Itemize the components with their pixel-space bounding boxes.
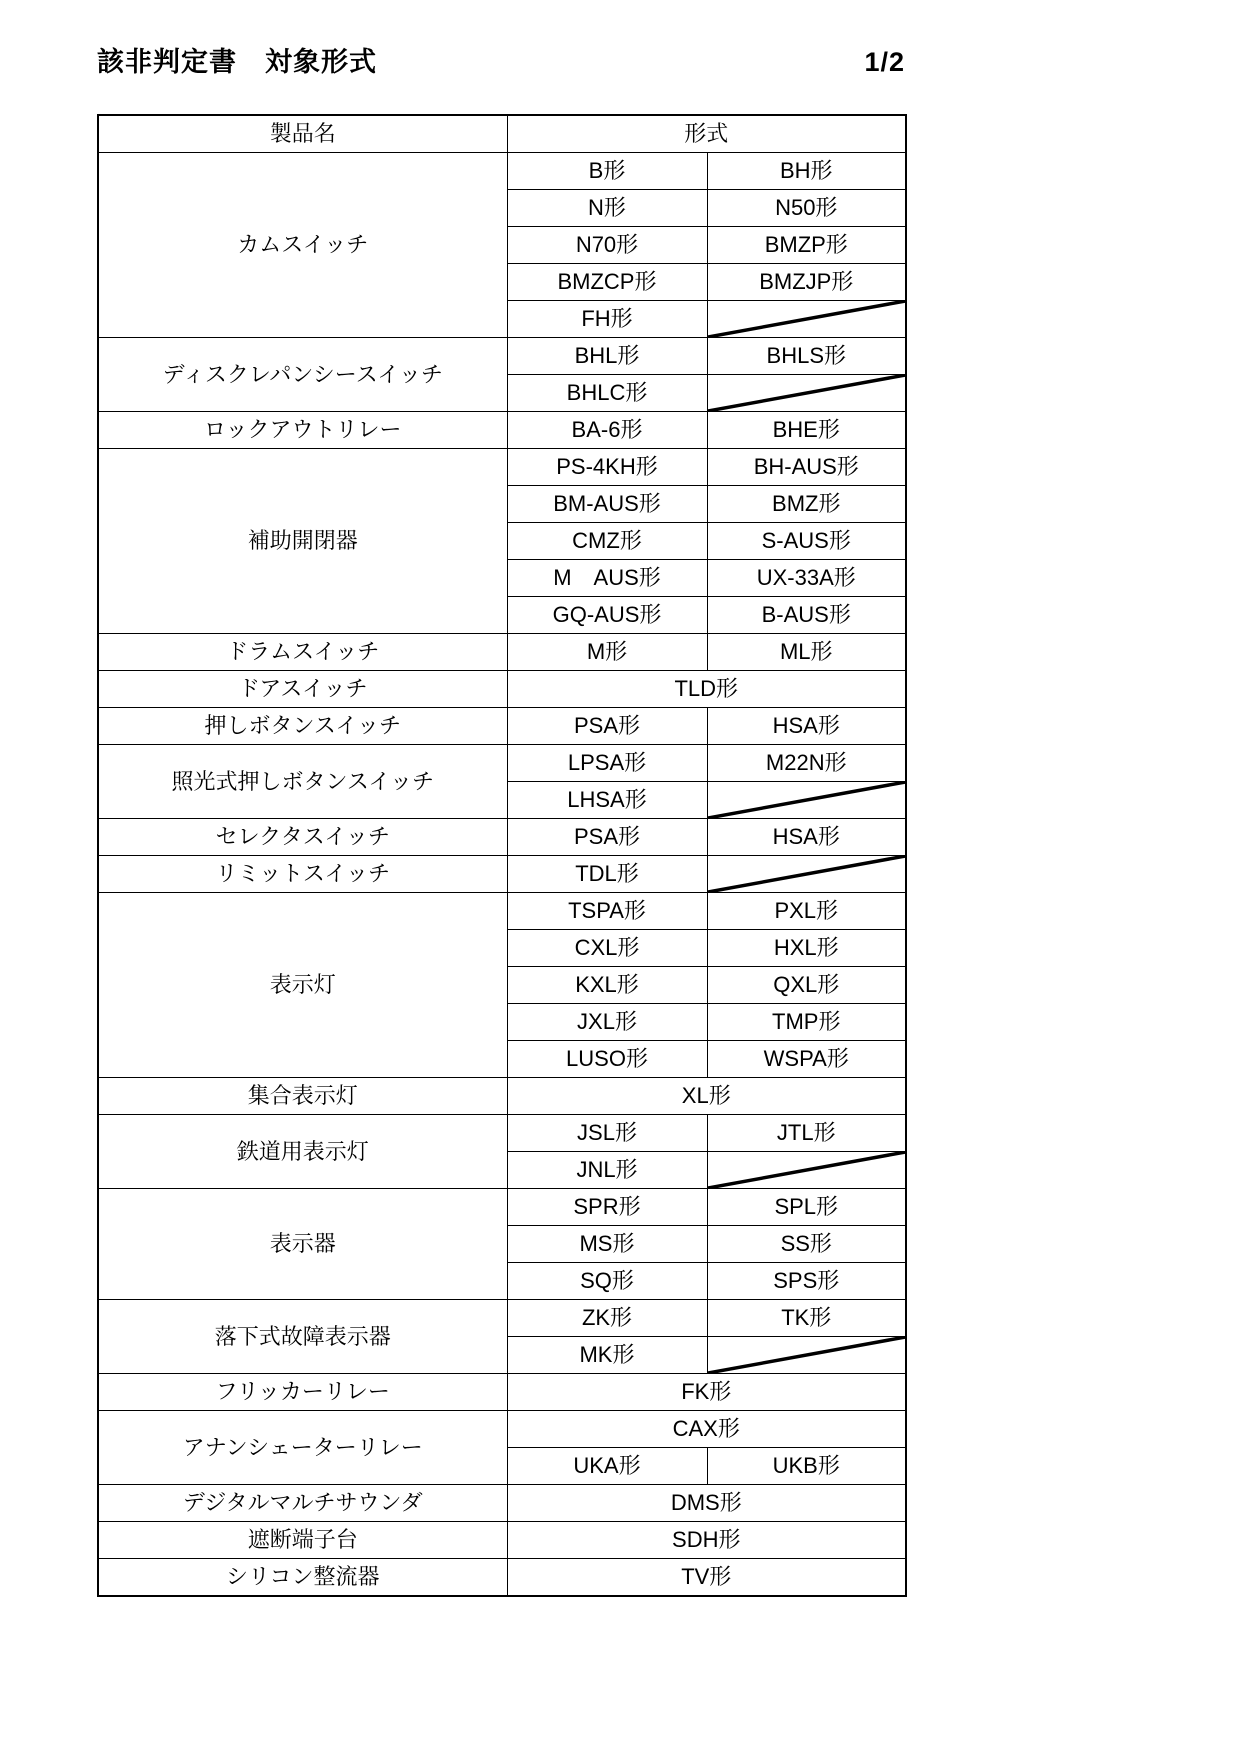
table-row — [98, 1374, 906, 1411]
model-cell-left: FH形 — [507, 301, 707, 338]
product-name-cell: リミットスイッチ — [98, 856, 507, 893]
model-cell-left: BM-AUS形 — [507, 486, 707, 523]
model-cell-left: N70形 — [507, 227, 707, 264]
table-row — [98, 1189, 906, 1226]
model-cell-left: LUSO形 — [507, 1041, 707, 1078]
spec-table-container — [97, 114, 905, 1597]
model-cell-left: B形 — [507, 153, 707, 190]
model-cell-left: M AUS形 — [507, 560, 707, 597]
model-cell-merged: SDH形 — [507, 1522, 906, 1559]
product-name-cell: ロックアウトリレー — [98, 412, 507, 449]
model-cell-left: LHSA形 — [507, 782, 707, 819]
product-name-cell: シリコン整流器 — [98, 1559, 507, 1597]
spec-table — [97, 114, 907, 1597]
model-cell-left: TSPA形 — [507, 893, 707, 930]
table-row — [98, 893, 906, 930]
model-cell-right: PXL形 — [707, 893, 906, 930]
table-row — [98, 708, 906, 745]
model-cell-right: HSA形 — [707, 708, 906, 745]
product-name-cell: 遮断端子台 — [98, 1522, 507, 1559]
table-row — [98, 745, 906, 782]
model-cell-merged: TV形 — [507, 1559, 906, 1597]
model-cell-merged: FK形 — [507, 1374, 906, 1411]
table-row — [98, 1078, 906, 1115]
diagonal-strike-icon — [708, 301, 906, 337]
product-name-cell: ドラムスイッチ — [98, 634, 507, 671]
model-cell-left: JSL形 — [507, 1115, 707, 1152]
model-cell-left: CXL形 — [507, 930, 707, 967]
model-cell-right: JTL形 — [707, 1115, 906, 1152]
model-cell-merged: TLD形 — [507, 671, 906, 708]
model-cell-right: UKB形 — [707, 1448, 906, 1485]
column-header-model: 形式 — [507, 115, 906, 153]
product-name-cell: カムスイッチ — [98, 153, 507, 338]
model-cell-right: SPL形 — [707, 1189, 906, 1226]
product-name-cell: アナンシェーターリレー — [98, 1411, 507, 1485]
model-cell-left: BMZCP形 — [507, 264, 707, 301]
table-row — [98, 1522, 906, 1559]
table-row — [98, 449, 906, 486]
model-cell-right: M22N形 — [707, 745, 906, 782]
model-cell-left: UKA形 — [507, 1448, 707, 1485]
product-name-cell: 押しボタンスイッチ — [98, 708, 507, 745]
model-cell-merged: XL形 — [507, 1078, 906, 1115]
model-cell-left: MS形 — [507, 1226, 707, 1263]
model-cell-left: JNL形 — [507, 1152, 707, 1189]
model-cell-left: PSA形 — [507, 819, 707, 856]
model-cell-right: B-AUS形 — [707, 597, 906, 634]
table-header — [98, 115, 906, 153]
table-row — [98, 634, 906, 671]
table-row — [98, 1559, 906, 1597]
model-cell-left: ZK形 — [507, 1300, 707, 1337]
model-cell-left: PSA形 — [507, 708, 707, 745]
model-cell-right: HXL形 — [707, 930, 906, 967]
model-cell-right: BMZP形 — [707, 227, 906, 264]
product-name-cell: セレクタスイッチ — [98, 819, 507, 856]
model-cell-left: MK形 — [507, 1337, 707, 1374]
table-row — [98, 1411, 906, 1448]
model-cell-left: N形 — [507, 190, 707, 227]
page-title: 該非判定書 対象形式 — [97, 47, 377, 77]
model-cell-right: BHLS形 — [707, 338, 906, 375]
model-cell-right: BH形 — [707, 153, 906, 190]
table-header-row — [98, 115, 906, 153]
table-row — [98, 338, 906, 375]
model-cell-right: SPS形 — [707, 1263, 906, 1300]
table-row — [98, 856, 906, 893]
model-cell-empty-diagonal — [707, 301, 906, 338]
model-cell-merged: CAX形 — [507, 1411, 906, 1448]
diagonal-strike-icon — [708, 1337, 906, 1373]
table-body — [98, 153, 906, 1597]
product-name-cell: ディスクレパンシースイッチ — [98, 338, 507, 412]
diagonal-strike-icon — [708, 375, 906, 411]
product-name-cell: 補助開閉器 — [98, 449, 507, 634]
model-cell-empty-diagonal — [707, 375, 906, 412]
model-cell-left: M形 — [507, 634, 707, 671]
diagonal-strike-icon — [708, 856, 906, 892]
product-name-cell: フリッカーリレー — [98, 1374, 507, 1411]
model-cell-left: BA-6形 — [507, 412, 707, 449]
product-name-cell: ドアスイッチ — [98, 671, 507, 708]
table-row — [98, 671, 906, 708]
model-cell-right: BMZJP形 — [707, 264, 906, 301]
model-cell-left: BHLC形 — [507, 375, 707, 412]
table-row — [98, 153, 906, 190]
product-name-cell: 表示灯 — [98, 893, 507, 1078]
model-cell-empty-diagonal — [707, 782, 906, 819]
model-cell-right: S-AUS形 — [707, 523, 906, 560]
model-cell-right: BMZ形 — [707, 486, 906, 523]
model-cell-right: TMP形 — [707, 1004, 906, 1041]
model-cell-right: UX-33A形 — [707, 560, 906, 597]
model-cell-right: N50形 — [707, 190, 906, 227]
model-cell-left: PS-4KH形 — [507, 449, 707, 486]
product-name-cell: 表示器 — [98, 1189, 507, 1300]
table-row — [98, 1485, 906, 1522]
model-cell-left: JXL形 — [507, 1004, 707, 1041]
table-row — [98, 412, 906, 449]
column-header-product: 製品名 — [98, 115, 507, 153]
model-cell-left: KXL形 — [507, 967, 707, 1004]
product-name-cell: 照光式押しボタンスイッチ — [98, 745, 507, 819]
page-number: 1/2 — [864, 47, 905, 77]
diagonal-strike-icon — [708, 782, 906, 818]
model-cell-right: WSPA形 — [707, 1041, 906, 1078]
model-cell-left: BHL形 — [507, 338, 707, 375]
model-cell-right: ML形 — [707, 634, 906, 671]
model-cell-right: BH-AUS形 — [707, 449, 906, 486]
page-header — [97, 40, 905, 79]
model-cell-left: LPSA形 — [507, 745, 707, 782]
model-cell-left: GQ-AUS形 — [507, 597, 707, 634]
model-cell-right: BHE形 — [707, 412, 906, 449]
model-cell-right: SS形 — [707, 1226, 906, 1263]
diagonal-strike-icon — [708, 1152, 906, 1188]
model-cell-right: QXL形 — [707, 967, 906, 1004]
model-cell-left: TDL形 — [507, 856, 707, 893]
table-row — [98, 1300, 906, 1337]
product-name-cell: 落下式故障表示器 — [98, 1300, 507, 1374]
model-cell-left: SPR形 — [507, 1189, 707, 1226]
model-cell-empty-diagonal — [707, 856, 906, 893]
product-name-cell: 集合表示灯 — [98, 1078, 507, 1115]
product-name-cell: デジタルマルチサウンダ — [98, 1485, 507, 1522]
model-cell-right: HSA形 — [707, 819, 906, 856]
model-cell-empty-diagonal — [707, 1337, 906, 1374]
product-name-cell: 鉄道用表示灯 — [98, 1115, 507, 1189]
table-row — [98, 819, 906, 856]
model-cell-left: CMZ形 — [507, 523, 707, 560]
model-cell-left: SQ形 — [507, 1263, 707, 1300]
model-cell-empty-diagonal — [707, 1152, 906, 1189]
table-row — [98, 1115, 906, 1152]
model-cell-right: TK形 — [707, 1300, 906, 1337]
model-cell-merged: DMS形 — [507, 1485, 906, 1522]
